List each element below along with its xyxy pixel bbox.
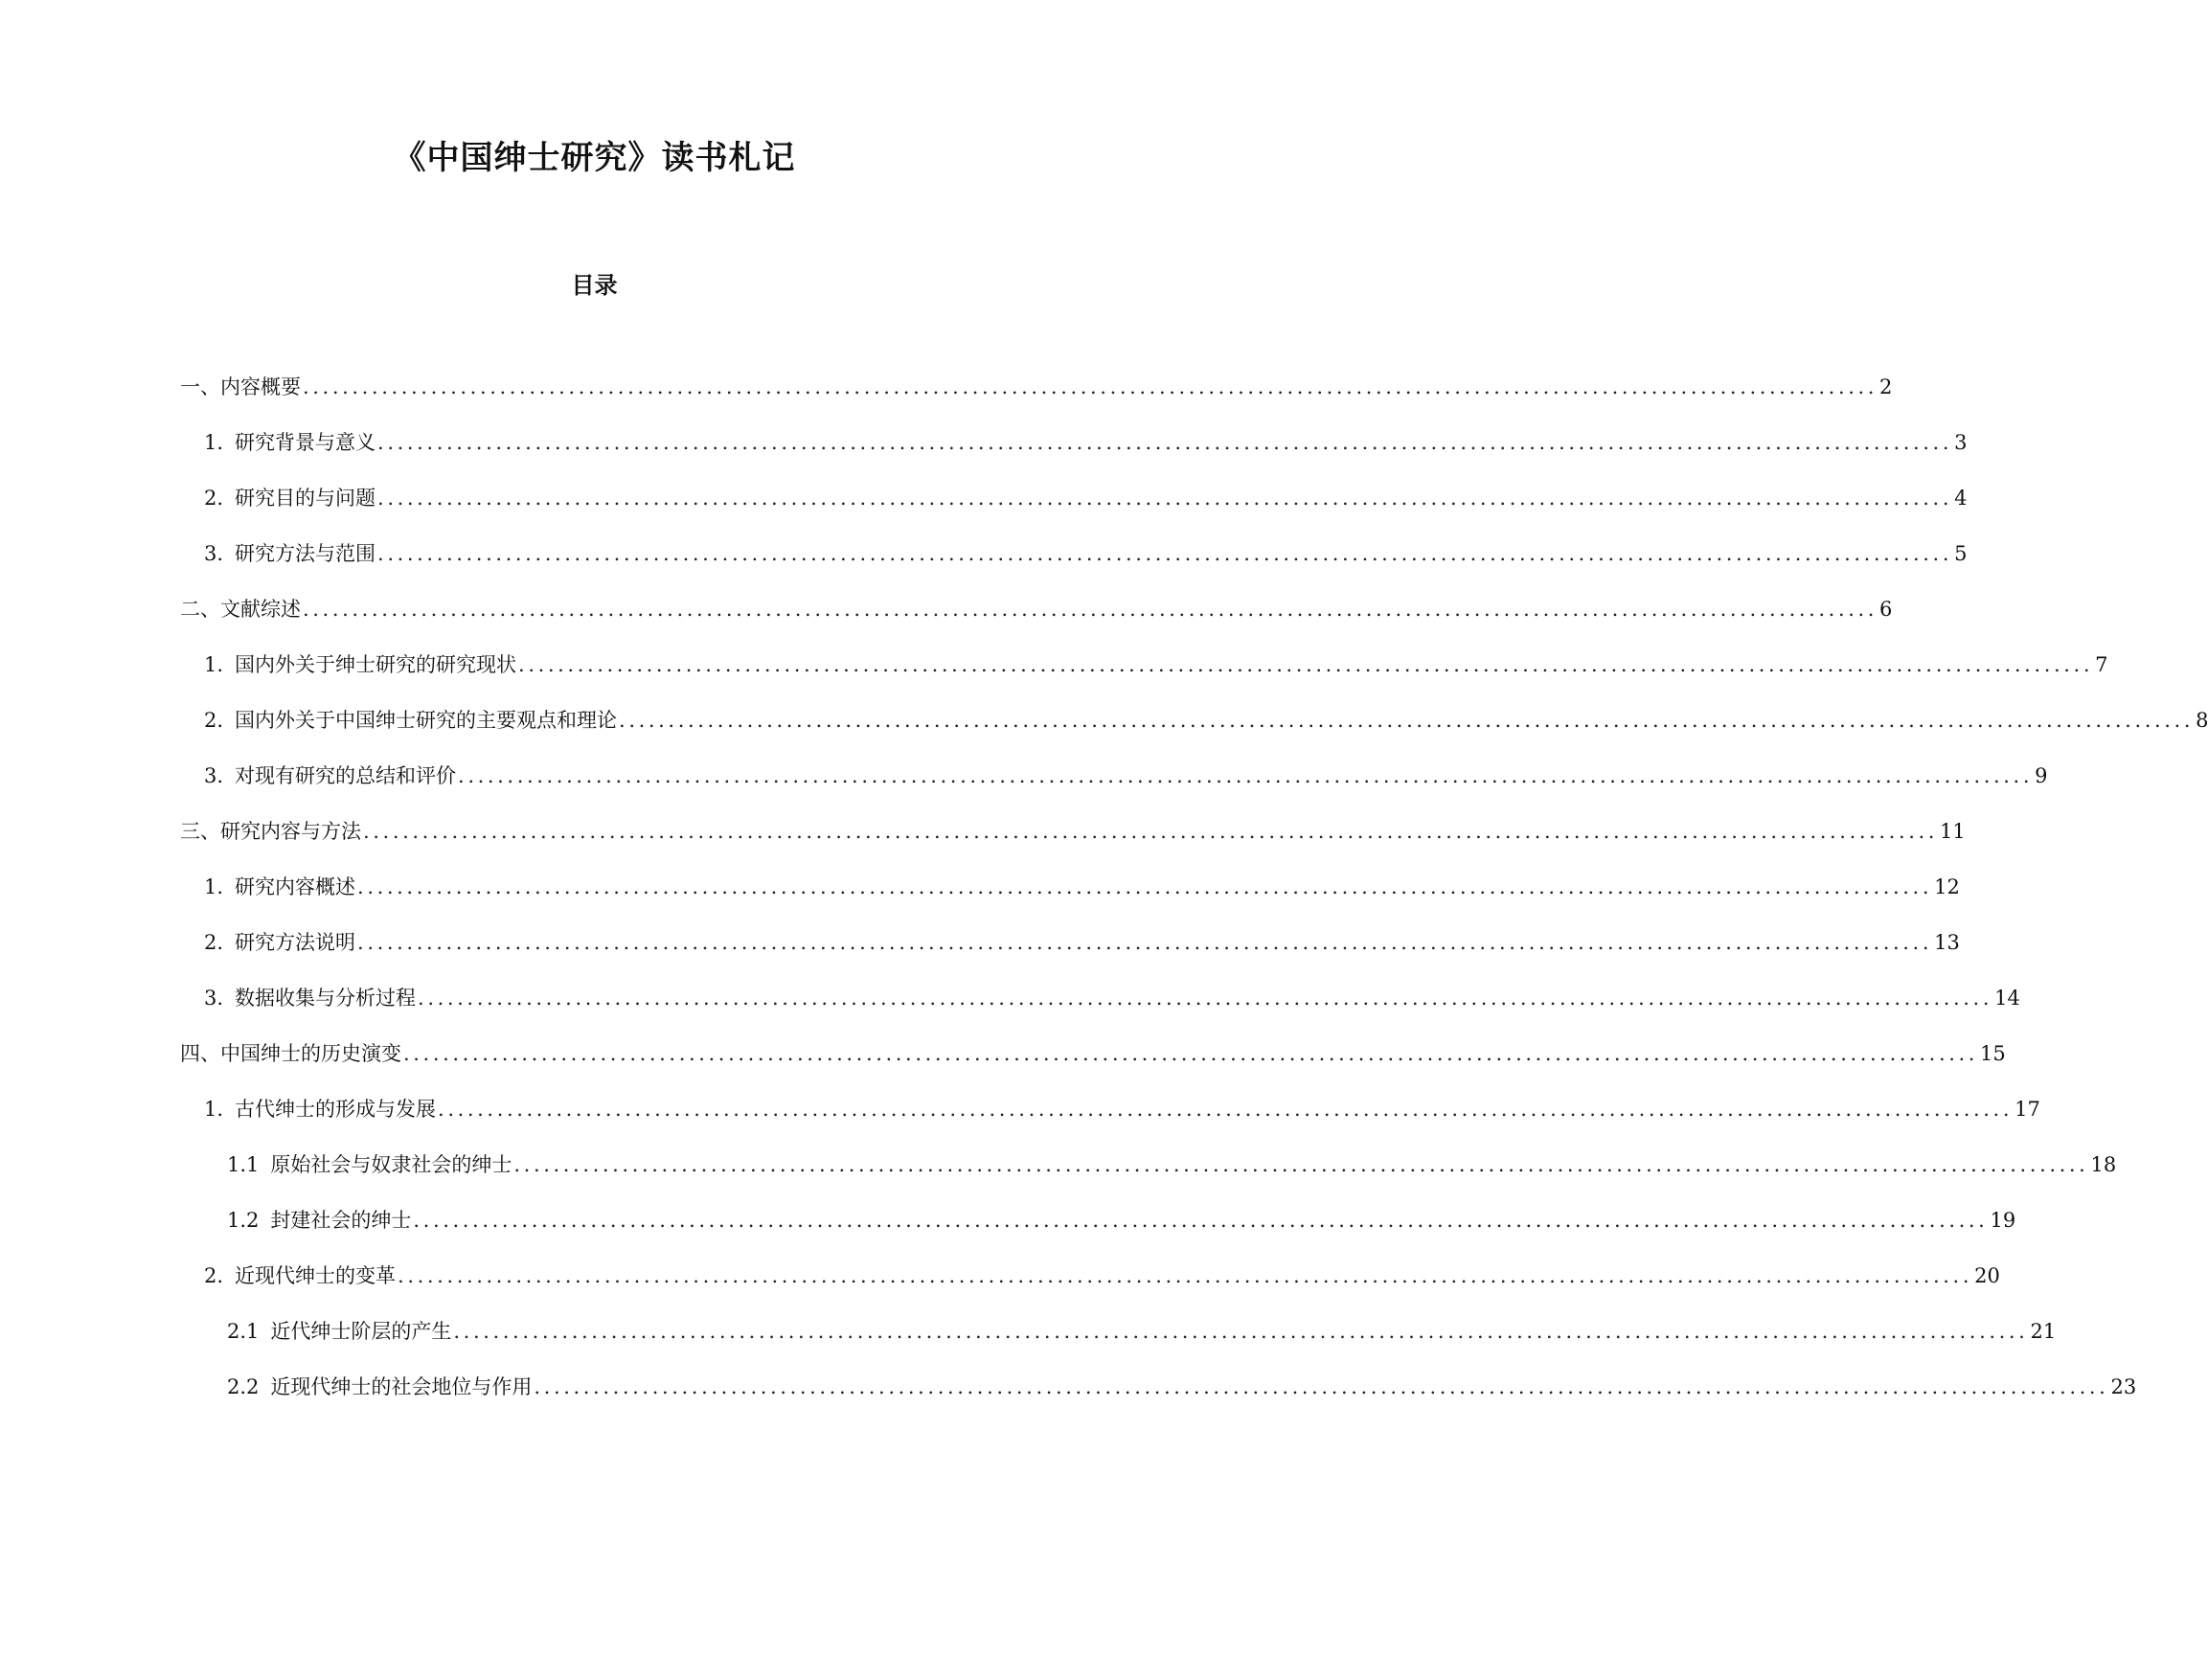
toc-dot-leader: ................................................................................................................................................................ [418, 987, 1993, 1010]
toc-entry[interactable] [204, 428, 1968, 457]
toc-entry-number: 1.1 [227, 1153, 260, 1176]
toc-entry-page: 8 [2196, 709, 2208, 732]
toc-entry-label: 近代绅士阶层的产生 [270, 1320, 452, 1343]
toc-entry-number: 3. [204, 764, 224, 787]
toc-dot-leader: ................................................................................................................................................................ [453, 1320, 2029, 1343]
toc-entry-number: 1. [204, 653, 224, 676]
toc-entry-label: 封建社会的绅士 [270, 1209, 412, 1232]
toc-entry-label: 近现代绅士的变革 [235, 1264, 397, 1287]
toc-dot-leader: ................................................................................................................................................................ [357, 875, 1933, 898]
toc-entry-page: 13 [1934, 931, 1960, 954]
toc-entry-number: 2.1 [227, 1320, 260, 1343]
toc-dot-leader: ................................................................................................................................................................ [619, 709, 2195, 732]
toc-dot-leader: ................................................................................................................................................................ [303, 598, 1878, 621]
toc-dot-leader: ................................................................................................................................................................ [357, 931, 1933, 954]
toc-entry-label: 研究内容概述 [235, 875, 356, 898]
toc-entry[interactable] [204, 1261, 2000, 1290]
toc-entry-label: 古代绅士的形成与发展 [235, 1098, 437, 1121]
toc-entry-label: 近现代绅士的社会地位与作用 [270, 1375, 533, 1398]
toc-entry-number: 2. [204, 931, 224, 954]
toc-dot-leader: ................................................................................................................................................................ [513, 1153, 2089, 1176]
toc-dot-leader: ................................................................................................................................................................ [403, 1042, 1979, 1065]
toc-entry-label: 研究目的与问题 [235, 487, 376, 510]
toc-entry[interactable] [204, 650, 2108, 679]
toc-entry-number: 3. [204, 542, 224, 565]
toc-entry[interactable] [180, 595, 1893, 624]
toc-entry-label: 三、研究内容与方法 [180, 820, 361, 843]
toc-entry-page: 17 [2015, 1098, 2040, 1121]
toc-entry-page: 4 [1954, 487, 1968, 510]
toc-entry-page: 6 [1879, 598, 1893, 621]
toc-dot-leader: ................................................................................................................................................................ [413, 1209, 1989, 1232]
toc-entry-number: 2.2 [227, 1375, 260, 1398]
toc-entry-page: 12 [1934, 875, 1960, 898]
toc-entry-page: 18 [2090, 1153, 2117, 1176]
toc-dot-leader: ................................................................................................................................................................ [377, 431, 1953, 454]
document-title: 《中国绅士研究》读书札记 [393, 139, 796, 177]
toc-entry-number: 1. [204, 431, 224, 454]
toc-entry-number: 2. [204, 1264, 224, 1287]
toc-entry-label: 研究方法说明 [235, 931, 356, 954]
toc-entry-page: 2 [1879, 375, 1893, 398]
toc-entry[interactable] [227, 1373, 2137, 1401]
toc-entry-page: 21 [2030, 1320, 2057, 1343]
toc-entry[interactable] [204, 873, 1960, 901]
toc-entry[interactable] [204, 706, 2208, 735]
toc-entry-number: 3. [204, 987, 224, 1010]
toc-entry[interactable] [180, 1039, 2006, 1068]
toc-entry-page: 14 [1994, 987, 2020, 1010]
toc-entry[interactable] [204, 484, 1968, 512]
toc-entry[interactable] [227, 1206, 2016, 1235]
toc-entry-number: 1. [204, 1098, 224, 1121]
toc-entry-page: 15 [1980, 1042, 2006, 1065]
toc-entry-label: 一、内容概要 [180, 375, 301, 398]
toc-entry[interactable] [227, 1150, 2117, 1179]
toc-dot-leader: ................................................................................................................................................................ [458, 764, 2034, 787]
toc-entry-number: 1. [204, 875, 224, 898]
toc-entry-label: 原始社会与奴隶社会的绅士 [270, 1153, 512, 1176]
toc-entry-number: 1.2 [227, 1209, 260, 1232]
toc-dot-leader: ................................................................................................................................................................ [438, 1098, 2014, 1121]
toc-entry-page: 3 [1954, 431, 1968, 454]
toc-entry-label: 四、中国绅士的历史演变 [180, 1042, 401, 1065]
toc-entry-label: 二、文献综述 [180, 598, 301, 621]
toc-entry[interactable] [204, 539, 1968, 568]
toc-entry-page: 19 [1990, 1209, 2016, 1232]
toc-entry-page: 11 [1940, 820, 1966, 843]
toc-entry-label: 对现有研究的总结和评价 [235, 764, 457, 787]
toc-entry-page: 23 [2110, 1375, 2137, 1398]
toc-entry[interactable] [204, 761, 2048, 790]
toc-entry-label: 国内外关于绅士研究的研究现状 [235, 653, 517, 676]
toc-dot-leader: ................................................................................................................................................................ [534, 1375, 2109, 1398]
toc-entry-label: 研究背景与意义 [235, 431, 376, 454]
toc-entry-page: 5 [1954, 542, 1968, 565]
toc-entry-label: 国内外关于中国绅士研究的主要观点和理论 [235, 709, 618, 732]
toc-dot-leader: ................................................................................................................................................................ [377, 542, 1953, 565]
toc-entry[interactable] [204, 984, 2020, 1012]
toc-dot-leader: ................................................................................................................................................................ [518, 653, 2094, 676]
toc-entry-page: 9 [2035, 764, 2048, 787]
toc-entry[interactable] [180, 817, 1966, 846]
toc-entry-page: 7 [2095, 653, 2108, 676]
toc-entry[interactable] [180, 373, 1893, 401]
toc-dot-leader: ................................................................................................................................................................ [303, 375, 1878, 398]
toc-entry[interactable] [227, 1317, 2057, 1346]
toc-entry-number: 2. [204, 487, 224, 510]
toc-entry-label: 研究方法与范围 [235, 542, 376, 565]
toc-entry[interactable] [204, 928, 1960, 957]
toc-heading: 目录 [571, 272, 618, 299]
toc-entry[interactable] [204, 1095, 2040, 1124]
toc-dot-leader: ................................................................................................................................................................ [363, 820, 1939, 843]
toc-entry-page: 20 [1974, 1264, 2000, 1287]
toc-entry-number: 2. [204, 709, 224, 732]
toc-entry-label: 数据收集与分析过程 [235, 987, 417, 1010]
toc-dot-leader: ................................................................................................................................................................ [398, 1264, 1973, 1287]
toc-dot-leader: ................................................................................................................................................................ [377, 487, 1953, 510]
